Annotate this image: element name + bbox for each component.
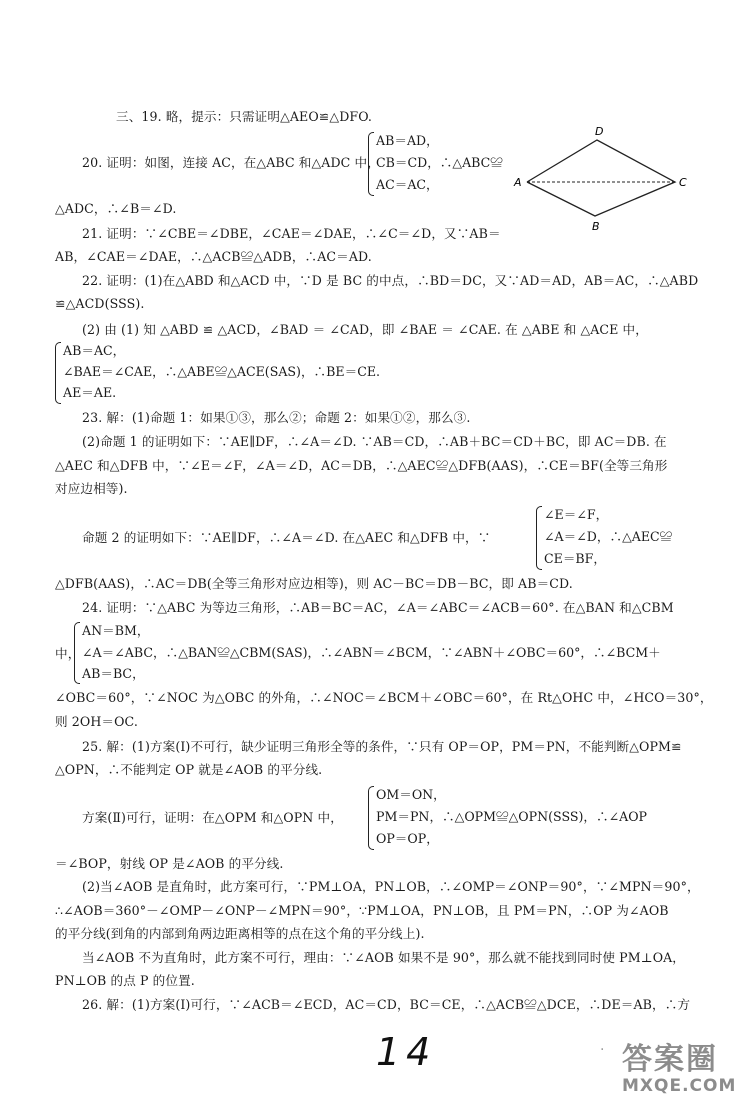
answer-25-line-2: △OPN，∴不能判定 OP 就是∠AOB 的平分线. — [55, 762, 323, 777]
point-b-label: B — [592, 220, 600, 233]
system-22-line-3: AE＝AE. — [63, 385, 117, 400]
answer-25-line-1: 25. 解：(1)方案(Ⅰ)不可行，缺少证明三角形全等的条件，∵只有 OP＝OP，PM＝PN，不能判断△OPM≌ — [82, 739, 682, 754]
answer-25-line-5: (2)当∠AOB 是直角时，此方案可行，∵PM⊥OA，PN⊥OB，∴∠OMP＝∠ONP＝90°，∵∠MPN＝90°， — [82, 879, 700, 894]
system-24-line-3: AB＝BC， — [82, 666, 145, 681]
answer-25-line-4: ＝∠BOP，射线 OP 是∠AOB 的平分线. — [55, 856, 284, 871]
watermark-site: MXQE.COM — [622, 1076, 737, 1096]
system-23-line-2: ∠A＝∠D，∴△AEC≌ — [544, 529, 673, 544]
equation-brace — [55, 342, 61, 404]
answer-25-line-7: 的平分线(到角的内部到角两边距离相等的点在这个角的平分线上). — [55, 926, 425, 941]
watermark-brand: 答案圈 — [622, 1042, 718, 1077]
answer-23-line-6: △DFB(AAS)，∴AC＝DB(全等三角形对应边相等)，则 AC－BC＝DB－BC，即 AB＝CD. — [55, 576, 573, 591]
answer-25-line-9: PN⊥OB 的点 P 的位置. — [55, 973, 195, 988]
system-23-line-3: CE＝BF， — [544, 551, 607, 566]
system-24-line-1: AN＝BM， — [82, 623, 150, 638]
answer-20-conclusion: △ADC，∴∠B＝∠D. — [55, 201, 177, 216]
answer-25-line-8: 当∠AOB 不为直角时，此方案不可行，理由：∵∠AOB 如果不是 90°，那么就不能找到同时使 PM⊥OA， — [82, 950, 686, 965]
answer-24-line-2: ∠OBC＝60°，∵∠NOC 为△OBC 的外角，∴∠NOC＝∠BCM＋∠OBC＝60°，在 Rt△OHC 中，∠HCO＝30°， — [55, 690, 713, 705]
answer-24-line-1: 24. 证明：∵△ABC 为等边三角形，∴AB＝BC＝AC，∠A＝∠ABC＝∠ACB＝60°. 在△BAN 和△CBM — [82, 600, 674, 615]
quadrilateral-outline — [527, 140, 675, 216]
answer-23-line-2: (2)命题 1 的证明如下：∵AE∥DF，∴∠A＝∠D. ∵AB＝CD，∴AB＋BC＝CD＋BC，即 AC＝DB. 在 — [82, 434, 667, 449]
watermark-logo — [600, 1032, 746, 1104]
answer-25-line-3: 方案(Ⅱ)可行，证明：在△OPM 和△OPN 中， — [82, 810, 343, 825]
answer-23-line-5: 命题 2 的证明如下：∵AE∥DF，∴∠A＝∠D. 在△AEC 和△DFB 中，∵ — [82, 530, 491, 545]
answer-24-prefix: 中， — [55, 646, 81, 661]
point-a-label: A — [514, 176, 522, 189]
system-25-line-2: PM＝PN，∴△OPM≌△OPN(SSS)，∴∠AOP — [376, 809, 648, 824]
system-22-line-2: ∠BAE＝∠CAE，∴△ABE≌△ACE(SAS)，∴BE＝CE. — [63, 364, 381, 379]
equation-brace — [536, 506, 542, 570]
equation-brace — [74, 622, 80, 684]
answer-25-line-6: ∴∠AOB＝360°－∠OMP－∠ONP－∠MPN＝90°，∵PM⊥OA，PN⊥OB，且 PM＝PN，∴OP 为∠AOB — [55, 903, 669, 918]
system-23-line-1: ∠E＝∠F， — [544, 507, 609, 522]
answer-22-line-2: ≌△ACD(SSS). — [55, 296, 145, 311]
system-24-line-2: ∠A＝∠ABC，∴△BAN≌△CBM(SAS)，∴∠ABN＝∠BCM，∵∠ABN＋∠OBC＝60°，∴∠BCM＋ — [82, 645, 661, 660]
answer-20-intro: 20. 证明：如图，连接 AC，在△ABC 和△ADC 中， — [82, 155, 380, 170]
page-number: 14 — [376, 1030, 437, 1074]
answer-26-line-1: 26. 解：(1)方案(Ⅰ)可行，∵∠ACB＝∠ECD，AC＝CD，BC＝CE，∴△ACB≌△DCE，∴DE＝AB，∴方 — [82, 997, 691, 1012]
equation-brace — [368, 132, 374, 196]
answer-24-line-3: 则 2OH＝OC. — [55, 714, 138, 729]
system-22-line-1: AB＝AC， — [63, 343, 126, 358]
system-20-line-3: AC＝AC， — [376, 177, 439, 192]
answer-22-line-1: 22. 证明：(1)在△ABD 和△ACD 中，∵D 是 BC 的中点，∴BD＝DC，又∵AD＝AD，AB＝AC，∴△ABD — [82, 273, 699, 288]
quadrilateral-figure — [505, 126, 705, 236]
answer-21-line-2: AB，∠CAE＝∠DAE，∴△ACB≌△ADB，∴AC＝AD. — [55, 249, 372, 264]
system-20-line-1: AB＝AD， — [376, 133, 439, 148]
watermark-dot-icon: · — [600, 1042, 605, 1058]
answer-23-line-4: 对应边相等). — [55, 481, 128, 496]
system-25-line-3: OP＝OP， — [376, 831, 439, 846]
answer-21-line-1: 21. 证明：∵∠CBE＝∠DBE，∠CAE＝∠DAE，∴∠C＝∠D，又∵AB＝ — [82, 226, 501, 241]
point-d-label: D — [595, 126, 604, 138]
equation-brace — [368, 786, 374, 850]
answer-19: 三、19. 略，提示：只需证明△AEO≌△DFO. — [116, 109, 373, 124]
point-c-label: C — [679, 176, 687, 189]
answer-22-line-3: (2) 由 (1) 知 △ABD ≌ △ACD，∠BAD ＝ ∠CAD，即 ∠BAE ＝ ∠CAE. 在 △ABE 和 △ACE 中， — [82, 322, 648, 337]
answer-23-line-3: △AEC 和△DFB 中，∵∠E＝∠F，∠A＝∠D，AC＝DB，∴△AEC≌△DFB(AAS)，∴CE＝BF(全等三角形 — [55, 458, 668, 473]
answer-23-line-1: 23. 解：(1)命题 1：如果①③，那么②；命题 2：如果①②，那么③. — [82, 410, 471, 425]
system-25-line-1: OM＝ON， — [376, 787, 446, 802]
system-20-line-2: CB＝CD，∴△ABC≌ — [376, 155, 503, 170]
